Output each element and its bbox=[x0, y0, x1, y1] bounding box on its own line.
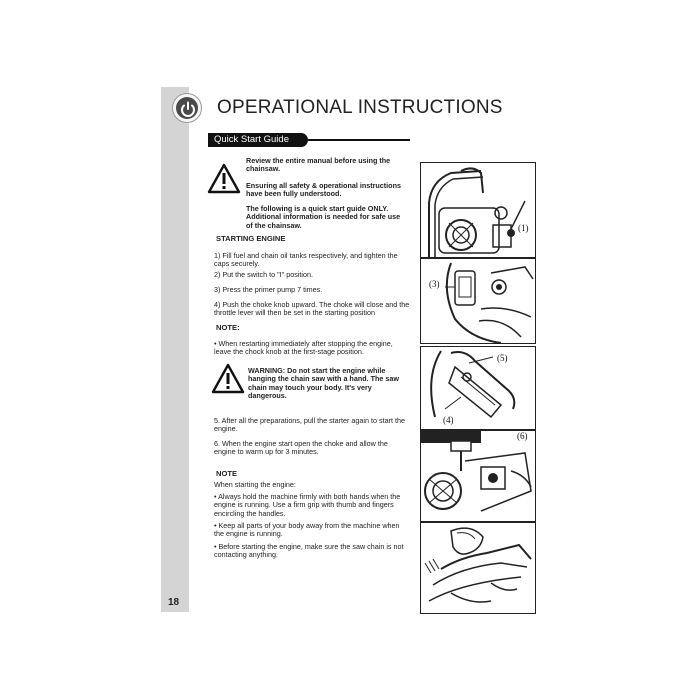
note-bullet: • Keep all parts of your body away from the machine when the engine is running. bbox=[214, 521, 400, 539]
page-number: 18 bbox=[168, 597, 180, 608]
note-bullet-1: • When restarting immediately after stopping the engine, leave the chock knob at the first-stage position. bbox=[214, 339, 393, 357]
figure-choke-switch bbox=[420, 162, 536, 258]
step-5: 5. After all the preparations, pull the starter again to start the engine. bbox=[214, 416, 405, 434]
warning-triangle-icon bbox=[207, 163, 241, 194]
power-icon bbox=[172, 93, 202, 123]
step-6: 6. When the engine start open the choke and allow the engine to warm up for 3 minutes. bbox=[214, 439, 388, 457]
page-title: OPERATIONAL INSTRUCTIONS bbox=[217, 97, 503, 118]
starting-engine-heading: STARTING ENGINE bbox=[216, 234, 286, 243]
step-3: 3) Press the primer pump 7 times. bbox=[214, 285, 323, 294]
step-1: 1) Fill fuel and chain oil tanks respectively, and tighten the caps securely. bbox=[214, 251, 398, 269]
figure-label: (3) bbox=[429, 279, 440, 289]
step-2: 2) Put the switch to "I" position. bbox=[214, 270, 313, 279]
figure-label: (4) bbox=[443, 415, 454, 425]
figure-label: (6) bbox=[517, 431, 528, 441]
note-lead: When starting the engine: bbox=[214, 480, 296, 489]
note-bullet: • Always hold the machine firmly with both hands when the engine is running. Use a firm grip with thumb and fingers encircling the handles. bbox=[214, 492, 401, 518]
note-bullet: • Before starting the engine, make sure the saw chain is not contacting anything. bbox=[214, 542, 404, 560]
figure-choke-knob bbox=[420, 346, 536, 430]
figure-label: (1) bbox=[518, 223, 529, 233]
figure-primer-pump bbox=[420, 258, 536, 344]
note-heading-2: NOTE bbox=[216, 469, 238, 478]
intro-paragraph-3: The following is a quick start guide ONLY. Additional information is needed for safe use of the chainsaw. bbox=[246, 204, 401, 230]
intro-paragraph-1: Review the entire manual before using the chainsaw. bbox=[246, 156, 391, 174]
sidebar-strip bbox=[161, 87, 189, 612]
figure-starter-pull bbox=[420, 430, 536, 522]
section-rule bbox=[308, 139, 410, 141]
warning-triangle-icon bbox=[211, 363, 245, 394]
intro-paragraph-2: Ensuring all safety & operational instructions have been fully understood. bbox=[246, 181, 401, 199]
step-4: 4) Push the choke knob upward. The choke will close and the throttle lever will then be set in the starting position bbox=[214, 300, 410, 318]
figure-label: (5) bbox=[497, 353, 508, 363]
note-heading-1: NOTE: bbox=[216, 323, 240, 332]
section-label: Quick Start Guide bbox=[208, 133, 308, 147]
warning-text: WARNING: Do not start the engine while hanging the chain saw with a hand. The saw chain may touch your body. It's very dangerous. bbox=[248, 366, 399, 401]
figure-hold-saw bbox=[420, 522, 536, 614]
